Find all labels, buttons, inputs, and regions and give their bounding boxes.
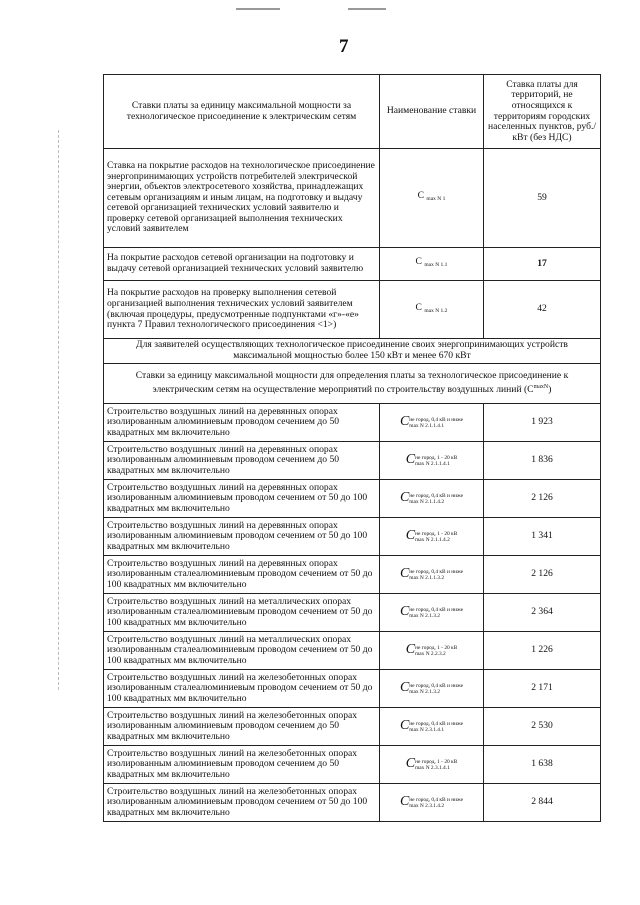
rate-index-top: не город, 1 - 20 кВ: [415, 644, 458, 651]
table-row: [104, 248, 601, 281]
subsection-title-row: [104, 364, 601, 404]
row-description: На покрытие расходов на проверку выполнения сетевой организацией выполнения технических условий заявителем (включая процедуры, предусмотренные подпунктами «г»-«е» пункта 7 Правил технологического присоединения <1>): [104, 281, 380, 339]
margin-mark: [58, 130, 60, 690]
rate-index-top: не город, 1 - 20 кВ: [415, 530, 458, 537]
rate-value: 1 836: [484, 442, 601, 480]
section-title-row: [104, 339, 601, 364]
rate-symbol: C: [399, 565, 410, 581]
rate-index-top: не город, 0,4 кВ и ниже: [409, 720, 464, 727]
rate-index: [409, 797, 463, 809]
table-row: [104, 442, 601, 480]
row-description: Ставка на покрытие расходов на технологическое присоединение энергопринимающих устройств потребителей электрической энергии, объектов электросетевого хозяйства, принадлежащих сетевым организациям и иным лицам, на подготовку и выдачу сетевой организацией технических условий заявителю и проверку сетевой организацией выполнения технических условий заявителем: [104, 149, 380, 248]
rate-symbol: C: [415, 256, 422, 268]
row-description: Строительство воздушных линий на железобетонных опорах изолированным алюминиевым проводом сечением до 50 квадратных мм включительно: [104, 708, 380, 746]
rate-name: [380, 480, 484, 518]
rates-table: [103, 74, 601, 822]
rate-symbol: C: [405, 527, 416, 543]
row-description: Строительство воздушных линий на железобетонных опорах изолированным алюминиевым проводом сечением до 50 квадратных мм включительно: [104, 746, 380, 784]
rate-value: 1 923: [484, 404, 601, 442]
row-description: Строительство воздушных линий на металлических опорах изолированным сталеалюминиевым проводом сечением от 50 до 100 квадратных мм включительно: [104, 594, 380, 632]
rate-index-top: не город, 0,4 кВ и ниже: [409, 796, 464, 803]
rate-index-bottom: max N 2.1.1.4.2: [415, 536, 450, 543]
row-description: Строительство воздушных линий на металлических опорах изолированным сталеалюминиевым проводом сечением от 50 до 100 квадратных мм включительно: [104, 632, 380, 670]
rate-name: [380, 746, 484, 784]
rate-value: 17: [484, 248, 601, 281]
rate-index-bottom: max N 2.1.1.4.1: [415, 460, 450, 467]
rate-index-bottom: max N 2.3.1.4.1: [415, 764, 450, 771]
rate-index-bottom: max N 2.3.1.4.1: [409, 726, 445, 733]
rate-index-bottom: max N 2.1.1.4.1: [409, 422, 445, 429]
rate-symbol: C: [399, 603, 410, 619]
table-row: [104, 404, 601, 442]
rate-symbol: C: [399, 793, 410, 809]
rate-name: [380, 149, 484, 248]
header-description: Ставки платы за единицу максимальной мощности за технологическое присоединение к электрическим сетям: [104, 75, 380, 149]
rate-symbol: C: [417, 190, 425, 202]
rate-value: 2 126: [484, 480, 601, 518]
rate-symbol: C: [399, 679, 410, 695]
rate-index-bottom: max N 2.1.3.2: [409, 688, 440, 695]
rate-name: [380, 784, 484, 822]
subsection-title-text: Ставки за единицу максимальной мощности для определения платы за технологическое присоединение к электрическим сетям на осуществление мероприятий по строительству воздушных линий (C: [135, 370, 569, 396]
rate-index: [415, 455, 457, 467]
rate-index-bottom: max N 2.1.1.3.2: [409, 574, 445, 581]
rate-name: [380, 404, 484, 442]
rate-name: [380, 518, 484, 556]
rate-value: 59: [484, 149, 601, 248]
rate-name: [380, 556, 484, 594]
rate-symbol: C: [405, 755, 416, 771]
rate-subscript: max N 1.2: [424, 307, 448, 314]
table-row: [104, 556, 601, 594]
rate-value: 2 126: [484, 556, 601, 594]
table-row: [104, 784, 601, 822]
rate-index-top: не город, 0,4 кВ и ниже: [409, 606, 464, 613]
rate-index-top: не город, 0,4 кВ и ниже: [409, 416, 464, 423]
table-row: [104, 518, 601, 556]
table-row: [104, 480, 601, 518]
row-description: Строительство воздушных линий на деревянных опорах изолированным алюминиевым проводом сечением от 50 до 100 квадратных мм включительно: [104, 518, 380, 556]
header-rate-name: Наименование ставки: [380, 75, 484, 149]
row-description: На покрытие расходов сетевой организации на подготовку и выдачу сетевой организацией технических условий заявителю: [104, 248, 380, 281]
rate-index-top: не город, 0,4 кВ и ниже: [409, 568, 464, 575]
rate-value: 2 171: [484, 670, 601, 708]
rate-value: 1 638: [484, 746, 601, 784]
subsection-title-end: ): [548, 384, 552, 396]
subsection-title: [104, 364, 601, 404]
rate-index-bottom: max N 2.3.1.4.2: [409, 802, 445, 809]
scan-artifact: [348, 8, 386, 10]
section-title: Для заявителей осуществляющих технологическое присоединение своих энергопринимающих устройств максимальной мощностью более 150 кВт и менее 670 кВт: [104, 339, 601, 364]
page-number: 7: [339, 36, 349, 57]
rate-value: 2 844: [484, 784, 601, 822]
rate-index: [415, 759, 457, 771]
rate-name: [380, 708, 484, 746]
rate-index-top: не город, 1 - 20 кВ: [415, 454, 458, 461]
rate-symbol: C: [399, 717, 410, 733]
rate-index-bottom: max N 2.2.3.2: [415, 650, 446, 657]
table-header-row: [104, 75, 601, 149]
rate-symbol: C: [415, 301, 422, 313]
table-row: [104, 708, 601, 746]
rate-name: [380, 594, 484, 632]
header-rate-value: Ставка платы для территорий, не относящихся к территориям городских населенных пунктов, руб./кВт (без НДС): [484, 75, 601, 149]
rate-name: [380, 670, 484, 708]
rate-index: [409, 607, 463, 619]
row-description: Строительство воздушных линий на железобетонных опорах изолированным сталеалюминиевым проводом сечением от 50 до 100 квадратных мм включительно: [104, 670, 380, 708]
subsection-title-sup: maxN: [533, 383, 549, 390]
table-row: [104, 281, 601, 339]
rate-index: [409, 721, 463, 733]
rate-index-top: не город, 0,4 кВ и ниже: [409, 682, 464, 689]
rate-name: [380, 632, 484, 670]
table-row: [104, 670, 601, 708]
rate-value: 42: [484, 281, 601, 339]
rate-name: [380, 281, 484, 339]
table-row: [104, 594, 601, 632]
rate-name: [380, 442, 484, 480]
rate-index: [415, 531, 457, 543]
rate-symbol: C: [405, 641, 416, 657]
rate-value: 2 364: [484, 594, 601, 632]
row-description: Строительство воздушных линий на деревянных опорах изолированным алюминиевым проводом сечением до 50 квадратных мм включительно: [104, 442, 380, 480]
rate-value: 1 226: [484, 632, 601, 670]
rate-index: [409, 569, 463, 581]
row-description: Строительство воздушных линий на деревянных опорах изолированным сталеалюминиевым проводом сечением от 50 до 100 квадратных мм включительно: [104, 556, 380, 594]
rate-subscript: max N 1.1: [424, 262, 448, 269]
rate-value: 2 530: [484, 708, 601, 746]
rate-index-top: не город, 1 - 20 кВ: [415, 758, 458, 765]
scan-artifact: [236, 8, 280, 10]
table-row: [104, 149, 601, 248]
row-description: Строительство воздушных линий на деревянных опорах изолированным алюминиевым проводом сечением от 50 до 100 квадратных мм включительно: [104, 480, 380, 518]
row-description: Строительство воздушных линий на деревянных опорах изолированным алюминиевым проводом сечением до 50 квадратных мм включительно: [104, 404, 380, 442]
rate-index-bottom: max N 2.1.3.2: [409, 612, 440, 619]
rate-subscript: max N 1: [426, 196, 446, 203]
rate-symbol: C: [399, 489, 410, 505]
rate-index-bottom: max N 2.1.1.4.2: [409, 498, 445, 505]
table-row: [104, 746, 601, 784]
table-row: [104, 632, 601, 670]
rate-index-top: не город, 0,4 кВ и ниже: [409, 492, 464, 499]
rate-index: [409, 417, 463, 429]
rate-symbol: C: [399, 413, 410, 429]
rate-index: [409, 493, 463, 505]
rate-symbol: C: [405, 451, 416, 467]
rate-name: [380, 248, 484, 281]
rate-index: [415, 645, 457, 657]
rate-index: [409, 683, 463, 695]
row-description: Строительство воздушных линий на железобетонных опорах изолированным алюминиевым проводом сечением от 50 до 100 квадратных мм включительно: [104, 784, 380, 822]
rate-value: 1 341: [484, 518, 601, 556]
